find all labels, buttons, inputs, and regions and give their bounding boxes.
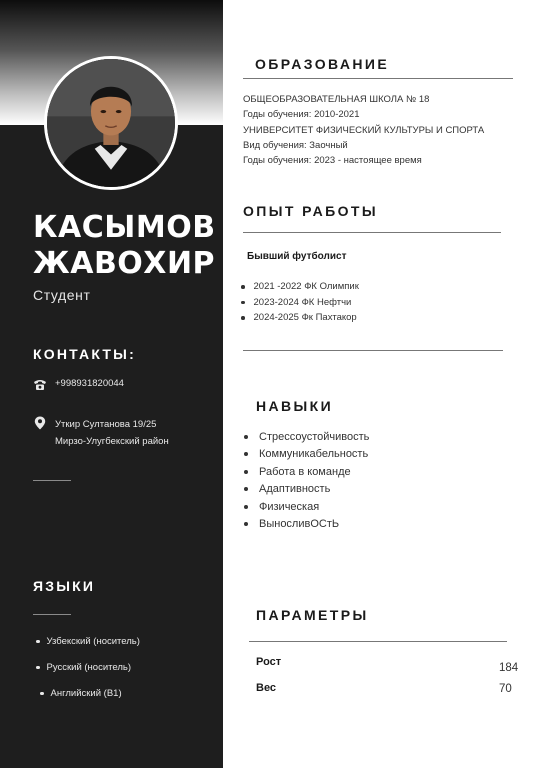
experience-list (241, 279, 359, 326)
skills-heading: НАВЫКИ (256, 398, 334, 414)
list-item: Русский (носитель) (36, 661, 140, 674)
address-line-1: Уткир Султанова 19/25 (55, 419, 157, 430)
bullet-icon (40, 692, 44, 696)
list-item: 2024-2025 Фк Пахтакор (241, 310, 359, 326)
education-line: Годы обучения: 2023 - настоящее время (243, 155, 422, 167)
bullet-icon (241, 285, 245, 289)
list-item: ВыносливОСтЬ (244, 516, 369, 534)
list-item: Коммуникабельность (244, 446, 369, 464)
education-line: ОБЩЕОБРАЗОВАТЕЛЬНАЯ ШКОЛА № 18 (243, 94, 430, 105)
weight-value: 70 (499, 683, 512, 695)
education-details (243, 92, 484, 168)
parameters-divider (249, 641, 507, 642)
parameters-heading: ПАРАМЕТРЫ (256, 607, 369, 623)
contacts-heading: КОНТАКТЫ: (33, 346, 136, 362)
bullet-icon (244, 470, 248, 474)
list-item: Физическая (244, 498, 369, 516)
name-line-2: ЖАВОХИР (33, 246, 216, 281)
list-item: Стрессоустойчивость (244, 428, 369, 446)
address-text (55, 416, 169, 450)
bullet-icon (244, 505, 248, 509)
contact-phone (33, 378, 124, 392)
list-item: Узбекский (носитель) (36, 635, 140, 648)
height-value: 184 (499, 662, 519, 674)
list-item: 2023-2024 ФК Нефтчи (241, 295, 359, 311)
bullet-icon (36, 640, 40, 644)
list-item: Работа в команде (244, 463, 369, 481)
education-line: Вид обучения: Заочный (243, 139, 348, 151)
person-role: Студент (33, 287, 91, 303)
contacts-divider (33, 480, 71, 481)
weight-label: Вес (256, 682, 277, 694)
person-name (33, 210, 216, 282)
languages-divider (33, 614, 71, 615)
location-pin-icon (33, 416, 47, 430)
job-title: Бывший футболист (247, 251, 347, 262)
name-line-1: КАСЫМОВ (33, 210, 216, 245)
phone-number[interactable]: +998931820044 (55, 378, 124, 389)
languages-list (36, 635, 140, 713)
bullet-icon (241, 316, 245, 320)
bullet-icon (244, 452, 248, 456)
address-line-2: Мирзо-Улугбекский район (55, 436, 169, 447)
experience-bottom-divider (243, 350, 503, 351)
education-line: УНИВЕРСИТЕТ ФИЗИЧЕСКИЙ КУЛЬТУРЫ И СПОРТА (243, 124, 485, 136)
bullet-icon (244, 522, 248, 526)
list-item: Английский (B1) (36, 687, 140, 700)
education-line: Годы обучения: 2010-2021 (243, 109, 360, 121)
education-heading: ОБРАЗОВАНИЕ (255, 56, 390, 72)
experience-heading: ОПЫТ РАБОТЫ (243, 203, 378, 219)
bullet-icon (244, 487, 248, 491)
bullet-icon (244, 435, 248, 439)
sidebar (0, 0, 223, 768)
bullet-icon (36, 666, 40, 670)
contact-address (33, 416, 169, 450)
education-divider (243, 78, 513, 79)
experience-divider (243, 232, 501, 233)
list-item: 2021 -2022 ФК Олимпик (241, 279, 359, 295)
list-item: Адаптивность (244, 481, 369, 499)
languages-heading: ЯЗЫКИ (33, 578, 96, 594)
bullet-icon (241, 301, 245, 305)
profile-photo (44, 56, 178, 190)
height-label: Рост (256, 656, 282, 668)
skills-list (244, 428, 369, 533)
phone-icon (33, 378, 47, 392)
